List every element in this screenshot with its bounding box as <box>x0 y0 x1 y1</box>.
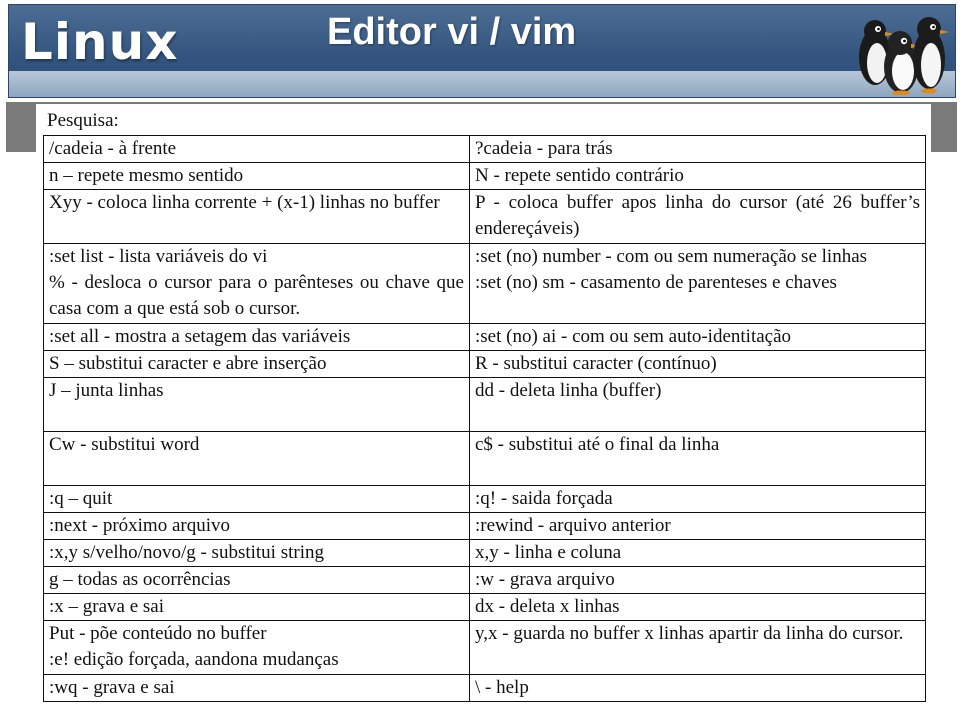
command-text: ?cadeia - para trás <box>475 138 613 159</box>
table-row <box>44 594 926 621</box>
command-cell-right <box>470 351 926 378</box>
command-cell-left <box>44 432 470 486</box>
table-row <box>44 378 926 432</box>
command-text: n – repete mesmo sentido <box>49 165 244 186</box>
command-cell-left <box>44 190 470 244</box>
command-text: y,x - guarda no buffer x linhas apartir da linha do cursor. <box>475 623 904 644</box>
command-text: dx - deleta x linhas <box>475 596 620 617</box>
command-text: :rewind - arquivo anterior <box>475 515 671 536</box>
command-text: \ - help <box>475 677 529 698</box>
command-text: S – substitui caracter e abre inserção <box>49 353 327 374</box>
command-text: Cw - substitui word <box>49 434 200 455</box>
table-row <box>44 567 926 594</box>
command-cell-left <box>44 136 470 163</box>
command-cell-left <box>44 513 470 540</box>
table-row <box>44 351 926 378</box>
command-cell-left <box>44 163 470 190</box>
command-cell-right <box>470 621 926 675</box>
command-text: :e! edição forçada, aandona mudanças <box>49 649 339 670</box>
command-cell-left <box>44 324 470 351</box>
table-row <box>44 324 926 351</box>
header-banner <box>8 4 956 98</box>
table-row <box>44 432 926 486</box>
command-text: % - desloca o cursor para o parênteses ou chave que casa com a que está sob o cursor. <box>49 272 464 319</box>
table-row <box>44 513 926 540</box>
command-text: :set all - mostra a setagem das variáveis <box>49 326 351 347</box>
command-cell-left <box>44 567 470 594</box>
command-text: :x – grava e sai <box>49 596 165 617</box>
command-cell-left <box>44 621 470 675</box>
command-cell-right <box>470 244 926 324</box>
command-cell-right <box>470 540 926 567</box>
command-cell-left <box>44 486 470 513</box>
command-reference-sheet <box>36 104 931 716</box>
page-title: Editor vi / vim <box>327 11 577 53</box>
header-bottom-band <box>9 71 955 97</box>
table-row <box>44 621 926 675</box>
command-cell-left <box>44 244 470 324</box>
command-text: dd - deleta linha (buffer) <box>475 380 662 401</box>
command-cell-right <box>470 567 926 594</box>
command-text: :w - grava arquivo <box>475 569 615 590</box>
command-cell-right <box>470 675 926 702</box>
command-text: J – junta linhas <box>49 380 164 401</box>
table-row <box>44 190 926 244</box>
command-text: :set (no) number - com ou sem numeração se linhas <box>475 246 868 267</box>
command-table <box>43 135 926 702</box>
command-text: Put - põe conteúdo no buffer <box>49 623 267 644</box>
command-text: :q! - saida forçada <box>475 488 613 509</box>
command-text: x,y - linha e coluna <box>475 542 622 563</box>
command-text: :set (no) ai - com ou sem auto-identitação <box>475 326 792 347</box>
command-text: Xyy - coloca linha corrente + (x-1) linhas no buffer <box>49 192 440 213</box>
command-cell-left <box>44 351 470 378</box>
table-row <box>44 675 926 702</box>
command-cell-right <box>470 378 926 432</box>
table-row <box>44 540 926 567</box>
command-cell-right <box>470 163 926 190</box>
command-cell-right <box>470 324 926 351</box>
table-row <box>44 244 926 324</box>
command-text: :next - próximo arquivo <box>49 515 230 536</box>
command-text: :set (no) sm - casamento de parenteses e chaves <box>475 272 837 293</box>
command-text: /cadeia - à frente <box>49 138 177 159</box>
command-text: R - substitui caracter (contínuo) <box>475 353 717 374</box>
command-cell-right <box>470 513 926 540</box>
table-row <box>44 163 926 190</box>
command-text: :wq - grava e sai <box>49 677 175 698</box>
command-text: g – todas as ocorrências <box>49 569 231 590</box>
command-cell-left <box>44 540 470 567</box>
section-heading: Pesquisa: <box>47 110 119 131</box>
command-cell-right <box>470 594 926 621</box>
table-row <box>44 136 926 163</box>
command-cell-right <box>470 432 926 486</box>
table-row <box>44 486 926 513</box>
command-cell-right <box>470 486 926 513</box>
command-text: :q – quit <box>49 488 113 509</box>
command-text: :set list - lista variáveis do vi <box>49 246 268 267</box>
command-text: N - repete sentido contrário <box>475 165 684 186</box>
command-cell-left <box>44 378 470 432</box>
command-text: c$ - substitui até o final da linha <box>475 434 720 455</box>
command-text: P - coloca buffer apos linha do cursor (até 26 buffer’s endereçáveis) <box>475 192 920 239</box>
penguins-icon <box>845 7 949 95</box>
command-cell-right <box>470 136 926 163</box>
linux-logo: Linux <box>21 13 179 71</box>
command-cell-left <box>44 594 470 621</box>
command-text: :x,y s/velho/novo/g - substitui string <box>49 542 324 563</box>
command-cell-right <box>470 190 926 244</box>
command-cell-left <box>44 675 470 702</box>
